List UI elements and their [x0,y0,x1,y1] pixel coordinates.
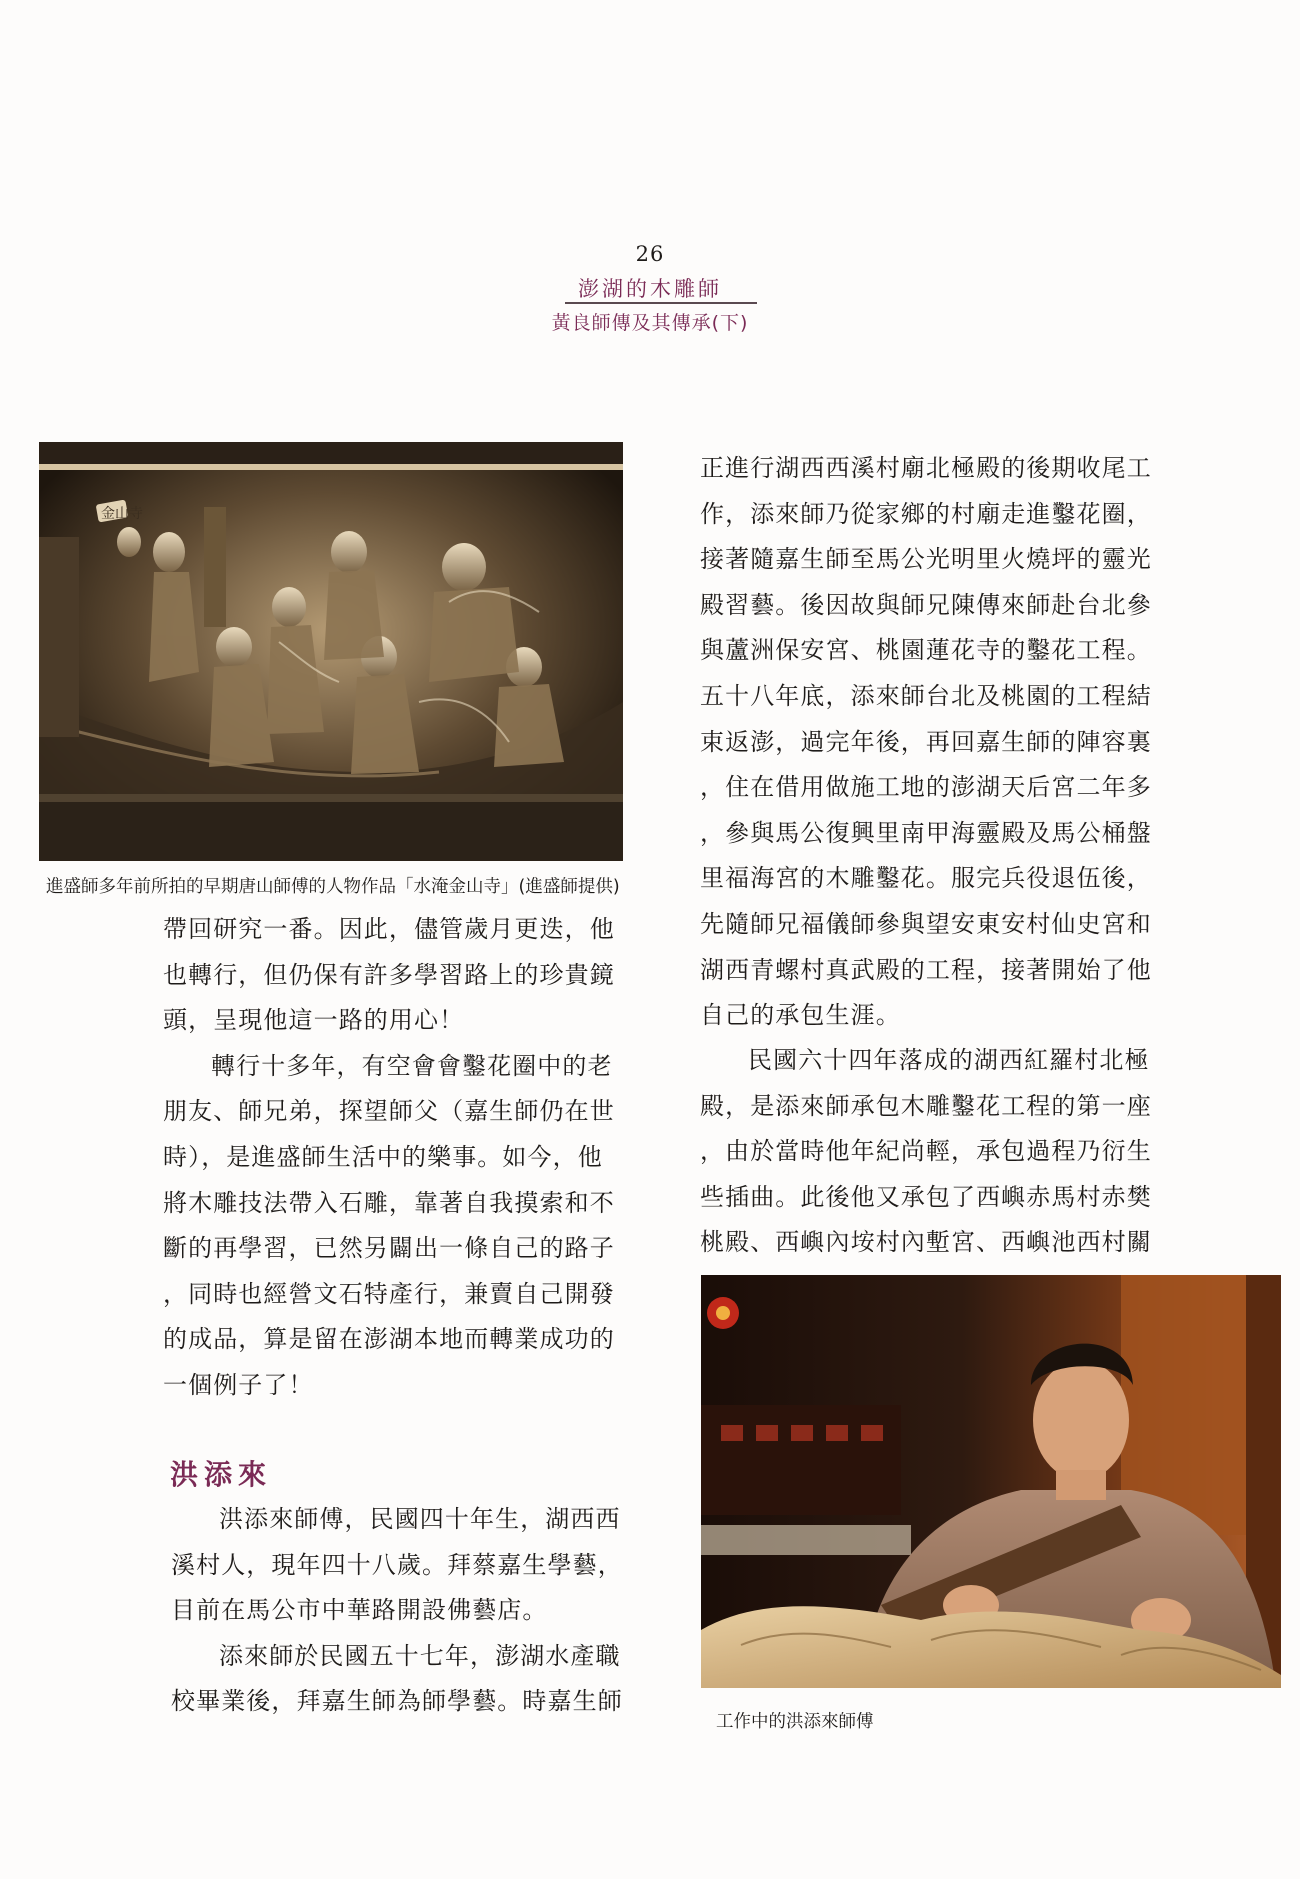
carving-inscription: 金山寺 [101,506,143,522]
paragraph: 添來師於民國五十七年，澎湖水產職 校畢業後，拜嘉生師為師學藝。時嘉生師 [171,1641,623,1716]
relief-carving-photo [39,442,623,861]
left-column-lower [171,1497,631,1725]
right-column-upper [700,446,1160,1039]
section-heading: 洪添來 [170,1458,273,1491]
book-title: 澎湖的木雕師 [578,277,722,301]
chapter-title: 黃良師傳及其傳承(下) [551,312,749,334]
craftsman-photo [701,1275,1281,1688]
right-photo-caption: 工作中的洪添來師傅 [716,1712,874,1732]
right-column-lower [700,1038,1160,1266]
paragraph: 民國六十四年落成的湖西紅羅村北極 殿，是添來師承包木雕鑿花工程的第一座 ，由於當時他年紀尚輕，承包過程乃衍生 些插曲。此後他又承包了西嶼赤馬村赤樊 桃殿、西嶼內垵村內塹宮、西嶼池西村關 [700,1046,1152,1257]
left-column-upper [163,907,623,1409]
page-number: 26 [635,242,665,266]
header-divider [565,302,757,304]
paragraph: 洪添來師傅，民國四十年生，湖西西 溪村人，現年四十八歲。拜蔡嘉生學藝， 目前在馬公市中華路開設佛藝店。 [171,1505,623,1625]
paragraph-continued: 正進行湖西西溪村廟北極殿的後期收尾工 作，添來師乃從家鄉的村廟走進鑿花圈， 接著隨嘉生師至馬公光明里火燒坪的靈光 殿習藝。後因故與師兄陳傳來師赴台北參 與蘆洲保安宮、桃園蓮花寺的鑿花工程。 五十八年底，添來師台北及桃園的工程結 束返澎，過完年後，再回嘉生師的陣容裏 ，住在借用做施工地的澎湖天后宮二年多 ，參與馬公復興里南甲海靈殿及馬公桶盤 里福海宮的木雕鑿花。服完兵役退伍後， 先隨師兄福儀師參與望安東安村仙史宮和 湖西青螺村真武殿的工程，接著開始了他 自己的承包生涯。 [700,454,1152,1030]
paragraph-continued: 帶回研究一番。因此，儘管歲月更迭，他 也轉行，但仍保有許多學習路上的珍貴鏡 頭，呈現他這一路的用心！ [163,915,615,1035]
paragraph: 轉行十多年，有空會會鑿花圈中的老 朋友、師兄弟，探望師父（嘉生師仍在世 時），是進盛師生活中的樂事。如今，他 將木雕技法帶入石雕，靠著自我摸索和不 斷的再學習，已然另闢出一條自己的路子 ，同時也經營文石特產行，兼賣自己開發 的成品，算是留在澎湖本地而轉業成功的 一個例子了！ [163,1051,615,1399]
left-photo-caption: 進盛師多年前所拍的早期唐山師傅的人物作品「水淹金山寺」(進盛師提供) [46,877,620,897]
